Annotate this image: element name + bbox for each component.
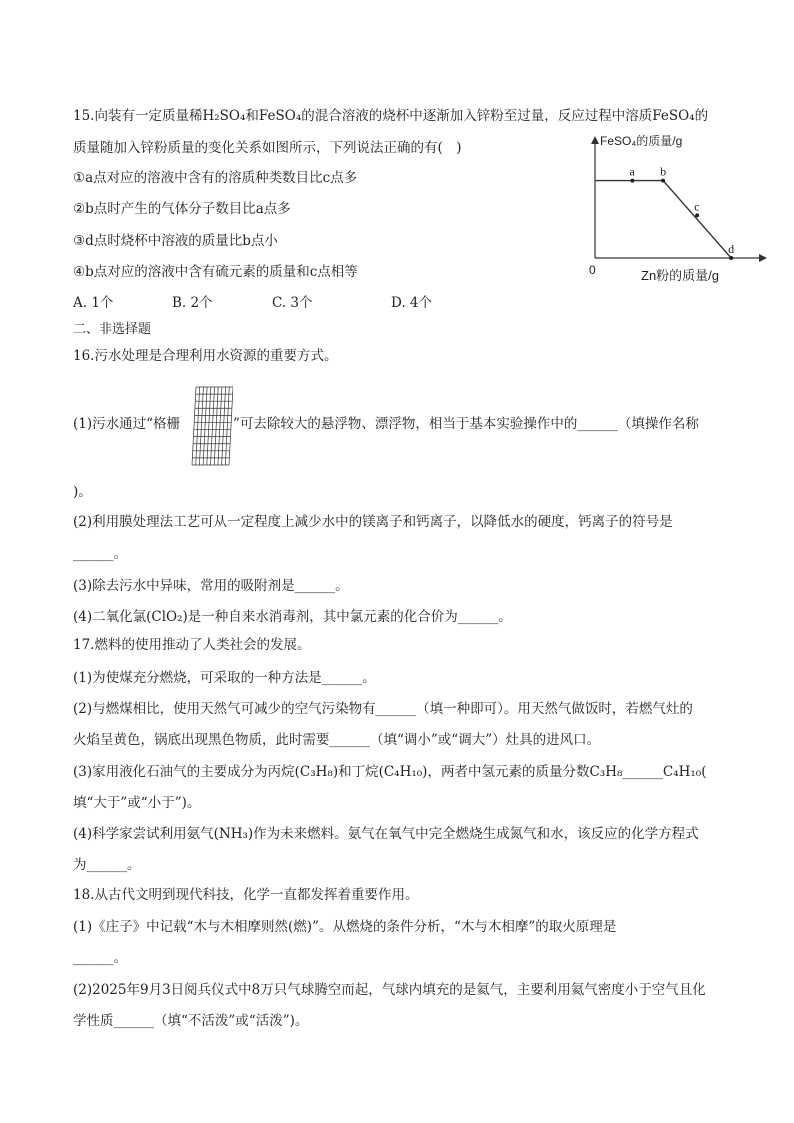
q17-part1: (1)为使煤充分燃烧，可采取的一种方法是______。 <box>73 670 376 686</box>
chart-point-label-a: a <box>629 164 635 179</box>
q17-part2-b: 火焰呈黄色，锅底出现黑色物质，此时需要______（填“调小”或“调大”）灶具的进风口。 <box>73 732 601 748</box>
chart-point-label-c: c <box>694 199 700 214</box>
q15-option-b: B. 2个 <box>172 295 213 311</box>
q18-part1-b: ______。 <box>73 950 127 966</box>
q18-title: 18.从古代文明到现代科技，化学一直都发挥着重要作用。 <box>73 887 419 903</box>
chart-series-line <box>595 181 731 258</box>
section-heading: 二、非选择题 <box>73 322 152 337</box>
q15-option-d: D. 4个 <box>391 295 433 311</box>
chart-x-axis-label: Zn粉的质量/g <box>641 268 720 283</box>
chart-origin-label: 0 <box>589 263 596 277</box>
chart-point-d <box>729 256 733 260</box>
q17-part4-a: (4)科学家尝试利用氨气(NH₃)作为未来燃料。氨气在氧气中完全燃烧生成氮气和水，该反应的化学方程式 <box>73 826 699 842</box>
q16-part4: (4)二氧化氯(ClO₂)是一种自来水消毒剂，其中氯元素的化合价为______。 <box>73 609 512 625</box>
q18-part2-b: 学性质______（填“不活泼”或“活泼”)。 <box>73 1013 309 1029</box>
q16-title: 16.污水处理是合理利用水资源的重要方式。 <box>73 348 338 364</box>
chart-y-axis-label: FeSO₄的质量/g <box>600 134 683 148</box>
q15-line-1: 15.向装有一定质量稀H₂SO₄和FeSO₄的混合溶液的烧杯中逐渐加入锌粉至过量，反应过程中溶质FeSO₄的 <box>73 108 709 124</box>
q15-statement-3: ③d点时烧杯中溶液的质量比b点小 <box>73 233 278 249</box>
q17-part3-b: 填“大于”或“小于”)。 <box>73 795 201 811</box>
q16-part1-b: ”可去除较大的悬浮物、漂浮物，相当于基本实验操作中的______（填操作名称 <box>233 416 699 432</box>
q16-part1-c: )。 <box>73 484 92 500</box>
q16-part2-a: (2)利用膜处理法工艺可从一定程度上减少水中的镁离子和钙离子，以降低水的硬度，钙离子的符号是 <box>73 514 673 530</box>
chart-point-b <box>661 179 665 183</box>
q16-part2-b: ______。 <box>73 546 127 562</box>
chart-x-axis-arrow <box>759 254 767 262</box>
chart-point-label-b: b <box>660 164 667 179</box>
q15-option-a: A. 1个 <box>73 295 114 311</box>
q15-line-2: 质量随加入锌粉质量的变化关系如图所示，下列说法正确的有( ) <box>73 140 462 156</box>
q17-part4-b: 为______。 <box>73 857 141 873</box>
q18-part2-a: (2)2025年9月3日阅兵仪式中8万只气球腾空而起，气球内填充的是氦气，主要利用氦气密度小于空气且化 <box>73 982 706 998</box>
grate-icon <box>189 385 233 467</box>
chart-point-c <box>695 213 699 217</box>
q15-statement-2: ②b点时产生的气体分子数目比a点多 <box>73 201 291 217</box>
fes04-mass-chart <box>575 128 775 288</box>
q17-part3-a: (3)家用液化石油气的主要成分为丙烷(C₃H₈)和丁烷(C₄H₁₀)，两者中氢元素的质量分数C₃H₈______C₄H₁₀( <box>73 764 707 780</box>
q16-part1-a: (1)污水通过“格栅 <box>73 416 181 432</box>
chart-point-label-d: d <box>728 242 735 256</box>
q15-statement-4: ④b点对应的溶液中含有硫元素的质量和c点相等 <box>73 264 358 280</box>
q16-part3: (3)除去污水中异味，常用的吸附剂是______。 <box>73 578 349 594</box>
q17-part2-a: (2)与燃煤相比，使用天然气可减少的空气污染物有______（填一种即可）。用天然气做饭时，若燃气灶的 <box>73 701 693 717</box>
q18-part1-a: (1)《庄子》中记载“木与木相摩则然(燃)”。从燃烧的条件分析，“木与木相摩”的取火原理是 <box>73 919 617 935</box>
q17-title: 17.燃料的使用推动了人类社会的发展。 <box>73 637 311 653</box>
chart-y-axis-arrow <box>591 136 599 144</box>
chart-point-a <box>630 179 634 183</box>
q15-statement-1: ①a点对应的溶液中含有的溶质种类数目比c点多 <box>73 170 358 186</box>
q15-option-c: C. 3个 <box>272 295 313 311</box>
